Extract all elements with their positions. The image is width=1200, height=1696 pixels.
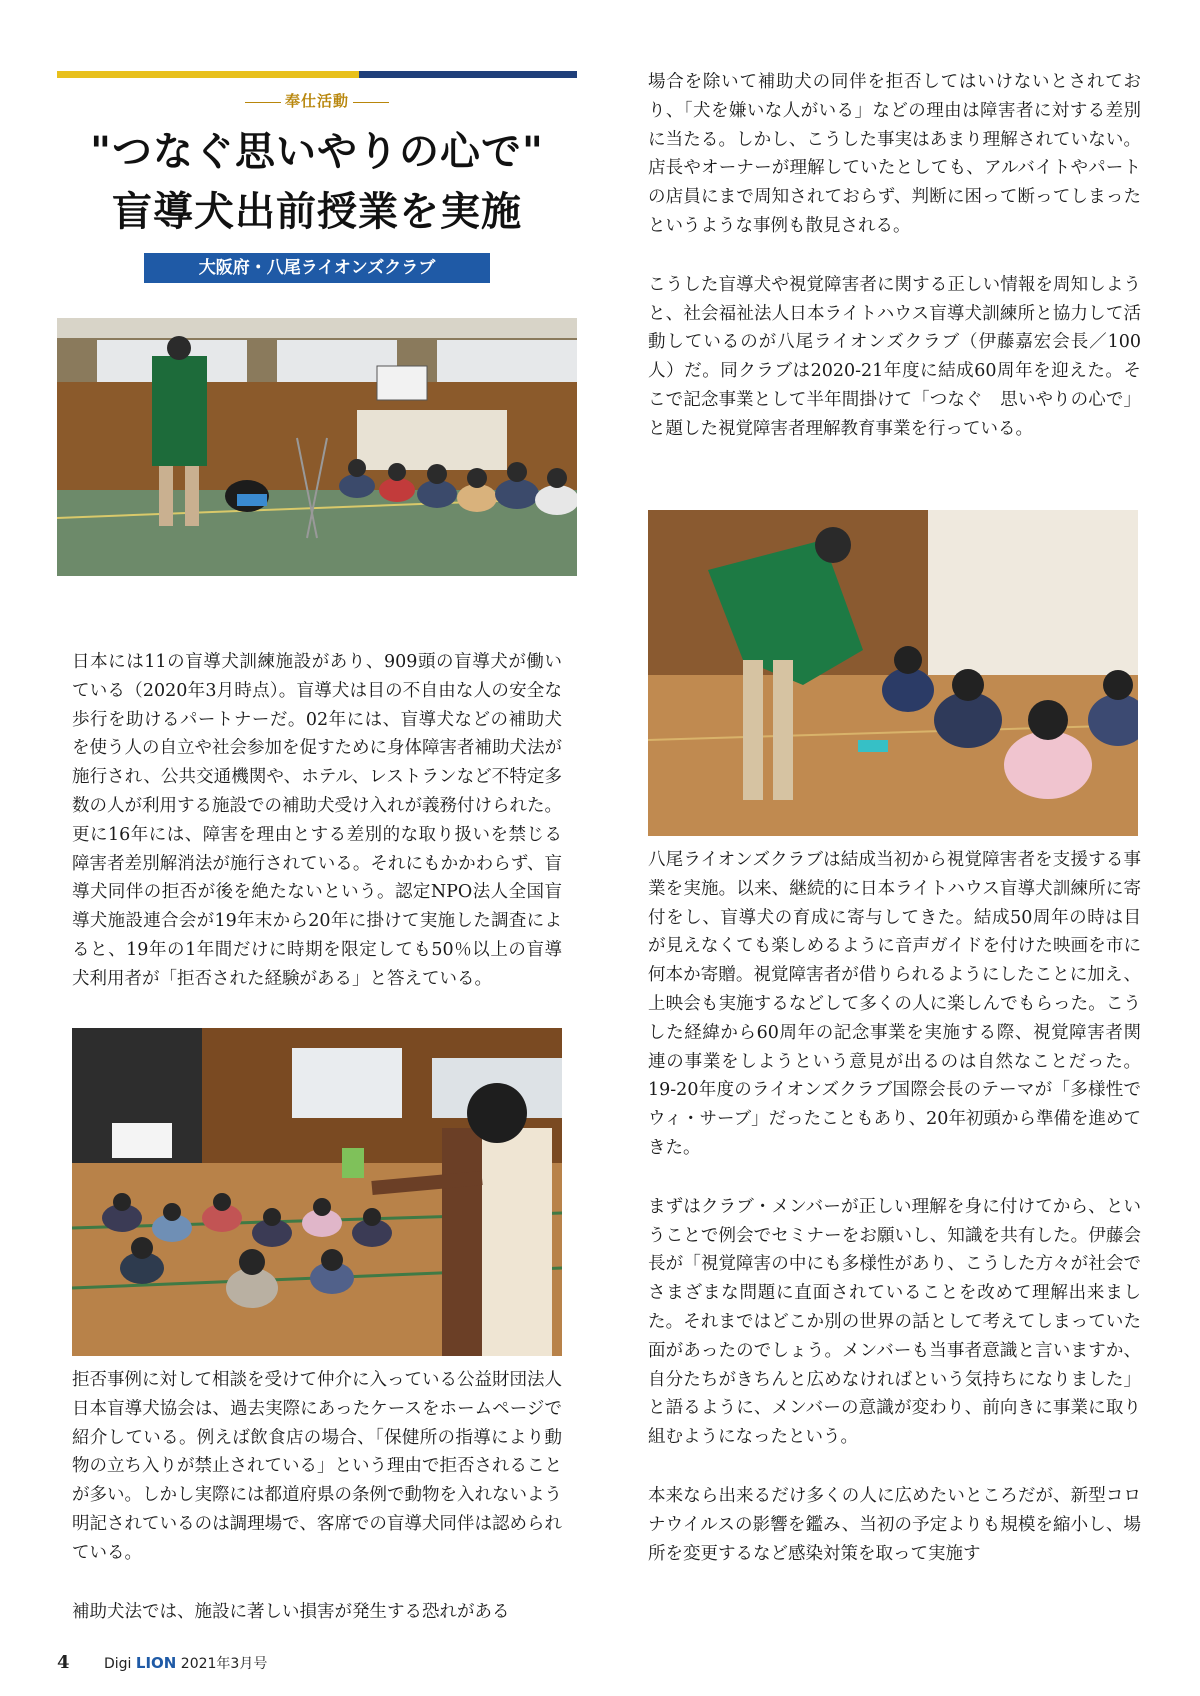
photo-guide-dog-demo [57, 318, 577, 576]
paragraph: 補助犬法では、施設に著しい損害が発生する恐れがある [72, 1601, 510, 1622]
paragraph: こうした盲導犬や視覚障害者に関する正しい情報を周知しようと、社会福祉法人日本ライトハウス盲導犬訓練所と協力して活動しているのが八尾ライオンズクラブ（伊藤嘉宏会長／100人）だ。同クラブは2020-21年度に結成60周年を迎えた。そこで記念事業として半年間掛けて「つなぐ 思いやりの心で」と題した視覚障害者理解教育事業を行っている。 [648, 274, 1141, 439]
title-line-2: 盲導犬出前授業を実施 [112, 188, 522, 235]
paragraph: 日本には11の盲導犬訓練施設があり、909頭の盲導犬が働いている（2020年3月時点）。盲導犬は目の不自由な人の安全な歩行を助けるパートナーだ。02年には、盲導犬などの補助犬を使う人の自立や社会参加を促すために身体障害者補助犬法が施行され、公共交通機関や、ホテル、レストランなど不特定多数の人が利用する施設での補助犬受け入れが義務付けられた。更に16年には、障害を理由とする差別的な取り扱いを禁じる障害者差別解消法が施行されている。それにもかかわらず、盲導犬同伴の拒否が後を絶たないという。認定NPO法人全国盲導犬施設連合会が19年末から20年に掛けて実施した調査によると、19年の1年間だけに時期を限定しても50％以上の盲導犬利用者が「拒否された経験がある」と答えている。 [72, 652, 562, 989]
paragraph: 八尾ライオンズクラブは結成当初から視覚障害者を支援する事業を実施。以来、継続的に日本ライトハウス盲導犬訓練所に寄付をし、盲導犬の育成に寄与してきた。結成50周年の時は目が見えなくても楽しめるように音声ガイドを付けた映画を市に何本か寄贈。視覚障害者が借りられるようにしたことに加え、上映会も実施するなどして多くの人に楽しんでもらった。こうした経緯から60周年の記念事業を実施する際、視覚障害者関連の事業をしようという意見が出るのは自然なことだった。19-20年度のライオンズクラブ国際会長のテーマが「多様性でウィ・サーブ」だったこともあり、20年初頭から準備を進めてきた。 [648, 850, 1141, 1158]
photo-children-classroom [72, 1028, 562, 1356]
right-column-top [648, 68, 1141, 444]
left-column-top [72, 648, 562, 994]
article-title [57, 122, 577, 242]
right-column-bottom [648, 846, 1141, 1568]
page-footer [57, 1652, 267, 1673]
paragraph: 本来なら出来るだけ多くの人に広めたいところだが、新型コロナウイルスの影響を鑑み、当初の予定よりも規模を縮小し、場所を変更するなど感染対策を取って実施す [648, 1485, 1141, 1564]
title-line-1: "つなぐ思いやりの心で" [90, 128, 544, 175]
magazine-prefix: Digi [103, 1656, 132, 1672]
page-number: 4 [57, 1652, 70, 1673]
club-badge: 大阪府・八尾ライオンズクラブ [144, 253, 490, 283]
left-column-bottom [72, 1366, 562, 1626]
paragraph: 拒否事例に対して相談を受けて仲介に入っている公益財団法人日本盲導犬協会は、過去実際にあったケースをホームページで紹介している。例えば飲食店の場合、「保健所の指導により動物の立ち入りが禁止されている」という理由で拒否されることが多い。しかし実際には都道府県の条例で動物を入れないよう明記されているのは調理場で、客席での盲導犬同伴は認められている。 [72, 1370, 562, 1563]
magazine-name: LION [135, 1654, 177, 1672]
paragraph: 場合を除いて補助犬の同伴を拒否してはいけないとされており、「犬を嫌いな人がいる」などの理由は障害者に対する差別に当たる。しかし、こうした事実はあまり理解されていない。店長やオーナーが理解していたとしても、アルバイトやパートの店員にまで周知されておらず、判断に困って断ってしまったというような事例も散見される。 [648, 72, 1141, 236]
header-color-bar [57, 71, 577, 78]
photo-trainer-with-children [648, 510, 1138, 836]
category-label: 奉仕活動 [57, 90, 577, 111]
paragraph: まずはクラブ・メンバーが正しい理解を身に付けてから、ということで例会でセミナーをお願いし、知識を共有した。伊藤会長が「視覚障害の中にも多様性があり、こうした方々が社会でさまざまな問題に直面されていることを改めて理解出来ました。それまではどこか別の世界の話として考えてしまっていた面があったのでしょう。メンバーも当事者意識と言いますか、自分たちがきちんと広めなければという気持ちになりました」と語るように、メンバーの意識が変わり、前向きに事業に取り組むようになったという。 [648, 1196, 1141, 1448]
issue-date: 2021年3月号 [180, 1656, 268, 1672]
